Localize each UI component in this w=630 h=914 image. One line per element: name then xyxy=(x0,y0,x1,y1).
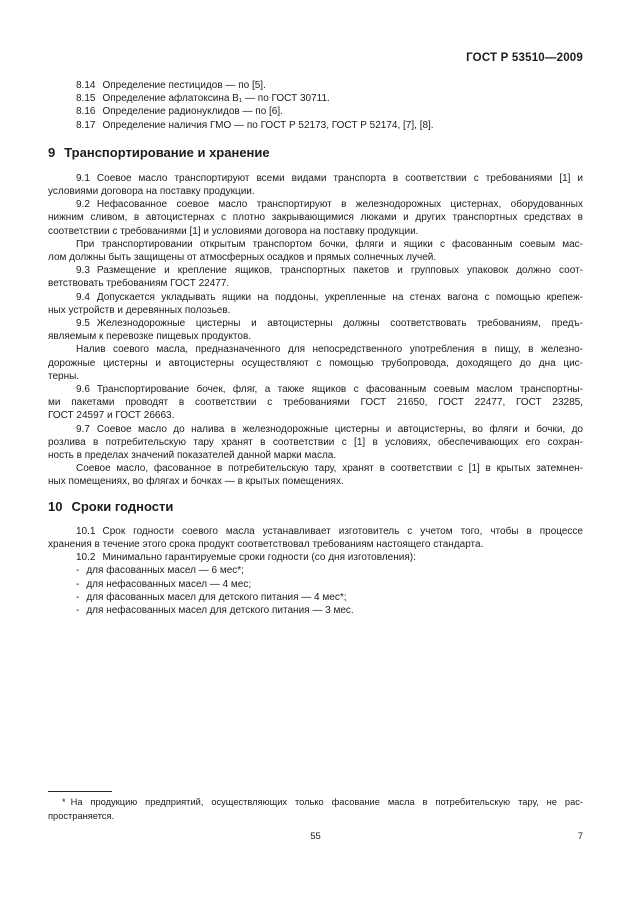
text-line: - для фасованных масел — 6 мес*; xyxy=(76,565,244,577)
footnote xyxy=(48,796,583,824)
text-line: ность в пределах значений показателей данной марки масла. xyxy=(48,450,337,462)
text-line: условиями договора на поставку продукции. xyxy=(48,186,255,198)
item-number: 9.3 xyxy=(76,265,90,277)
item-number: 10.2 xyxy=(76,552,96,564)
item-number: - xyxy=(76,578,80,590)
text-line: 9.2 Нефасованное соевое масло транспортируют в железнодорожных цистернах, оборудованных xyxy=(76,199,583,211)
section-10-heading xyxy=(48,499,583,514)
section-9-title: Транспортирование и хранение xyxy=(64,144,270,160)
text-line: ми пакетами проводят в соответствии с требованиями ГОСТ 21650, ГОСТ 22477, ГОСТ 23285, xyxy=(48,397,583,409)
text-line: Соевое масло, фасованное в потребительскую тару, хранят в соответствии с [1] в крытых затемнен- xyxy=(76,463,583,475)
text-line: * На продукцию предприятий, осуществляющих только фасование масла в потребительскую тару, не рас- xyxy=(62,797,583,807)
text-line: хранения в течение этого срока продукт соответствовал требованиям настоящего стандарта. xyxy=(48,538,484,550)
page-number-center: 55 xyxy=(310,831,321,842)
text-line: розлива в потребительскую тару хранят в соответствии с [1] в условиях, обеспечивающих его сохран- xyxy=(48,436,583,448)
item-number: 9.6 xyxy=(76,384,90,396)
text-line: лом должны быть защищены от атмосферных осадков и прямых солнечных лучей. xyxy=(48,252,437,264)
text-line: нижним сливом, в автоцистернах с плотно закрывающимися люками и других транспортных средствах в xyxy=(48,212,583,224)
text-line: - для фасованных масел для детского питания — 4 мес*; xyxy=(76,591,347,603)
item-number: 9.5 xyxy=(76,318,90,330)
text-line: Налив соевого масла, предназначенного для непосредственного употребления в пищу, в железно- xyxy=(76,344,583,356)
section-8-list xyxy=(48,79,583,132)
text-line: 8.14 Определение пестицидов — по [5]. xyxy=(76,80,266,91)
item-number: 9.2 xyxy=(76,199,90,211)
text-line: ных помещениях, во флягах и бочках — в крытых помещениях. xyxy=(48,476,344,488)
footnote-separator xyxy=(48,791,112,792)
text-line: ГОСТ 24597 и ГОСТ 26663. xyxy=(48,410,175,422)
text-line: ных устройств и деревянных полозьев. xyxy=(48,304,231,316)
text-line: являемым к перевозке пищевых продуктов. xyxy=(48,331,252,343)
document-code-header: ГОСТ Р 53510—2009 xyxy=(466,52,583,64)
item-number: 10.1 xyxy=(76,525,96,537)
item-number: 8.17 xyxy=(76,119,96,131)
text-line: пространяется. xyxy=(48,810,115,821)
text-line: 8.15 Определение афлатоксина В₁ — по ГОСТ 30711. xyxy=(76,93,330,105)
page-content xyxy=(48,0,583,617)
text-line: ветствовать требованиям ГОСТ 22477. xyxy=(48,278,230,290)
text-line: дорожные цистерны и автоцистерны осуществляют с помощью трубопровода, доходящего до дна цис- xyxy=(48,357,583,369)
item-number: 9.4 xyxy=(76,291,90,303)
text-line: - для нефасованных масел для детского питания — 3 мес. xyxy=(76,604,354,616)
text-line: При транспортировании открытым транспортом бочки, фляги и ящики с фасованным соевым мас- xyxy=(76,238,583,250)
section-9-body xyxy=(48,172,583,489)
text-line: 10.2 Минимально гарантируемые сроки годности (со дня изготовления): xyxy=(76,552,416,564)
item-number: 9.1 xyxy=(76,172,90,184)
section-10-body xyxy=(48,525,583,617)
text-line: 10.1 Срок годности соевого масла устанавливает изготовитель с учетом того, чтобы в процессе xyxy=(76,525,583,537)
item-number: 8.15 xyxy=(76,93,96,105)
section-9-heading xyxy=(48,145,583,160)
text-line: 8.16 Определение радионуклидов — по [6]. xyxy=(76,106,283,118)
text-line: 9.6 Транспортирование бочек, фляг, а также ящиков с фасованным соевым маслом транспортны- xyxy=(76,384,583,396)
item-number: - xyxy=(76,565,80,577)
text-line: терны. xyxy=(48,370,80,382)
text-line: 8.17 Определение наличия ГМО — по ГОСТ Р 52173, ГОСТ Р 52174, [7], [8]. xyxy=(76,119,434,131)
text-line: 9.5 Железнодорожные цистерны и автоцистерны должны соответствовать требованиям, предъ- xyxy=(76,318,583,330)
text-line: 9.7 Соевое масло до налива в железнодорожные цистерны и автоцистерны, во фляги и бочки, до xyxy=(76,423,583,435)
section-9-number: 9 xyxy=(48,144,56,160)
page-number-right: 7 xyxy=(577,831,583,842)
text-line: 9.1 Соевое масло транспортируют всеми видами транспорта в соответствии с требованиями [1] и xyxy=(76,172,583,184)
section-10-number: 10 xyxy=(48,498,63,514)
item-number: * xyxy=(62,797,66,807)
text-line: 9.3 Размещение и крепление ящиков, транспортных пакетов и групповых упаковок должно соот- xyxy=(76,265,583,277)
item-number: 9.7 xyxy=(76,423,90,435)
item-number: 8.14 xyxy=(76,80,96,91)
item-number: - xyxy=(76,604,80,616)
section-10-title: Сроки годности xyxy=(71,498,174,514)
item-number: 8.16 xyxy=(76,106,96,118)
item-number: - xyxy=(76,591,80,603)
text-line: - для нефасованных масел — 4 мес; xyxy=(76,578,252,590)
text-line: 9.4 Допускается укладывать ящики на поддоны, укрепленные на стенах вагона с помощью крепеж- xyxy=(76,291,583,303)
text-line: соответствии с требованиями [1] и условиями договора на поставку продукции. xyxy=(48,225,419,237)
